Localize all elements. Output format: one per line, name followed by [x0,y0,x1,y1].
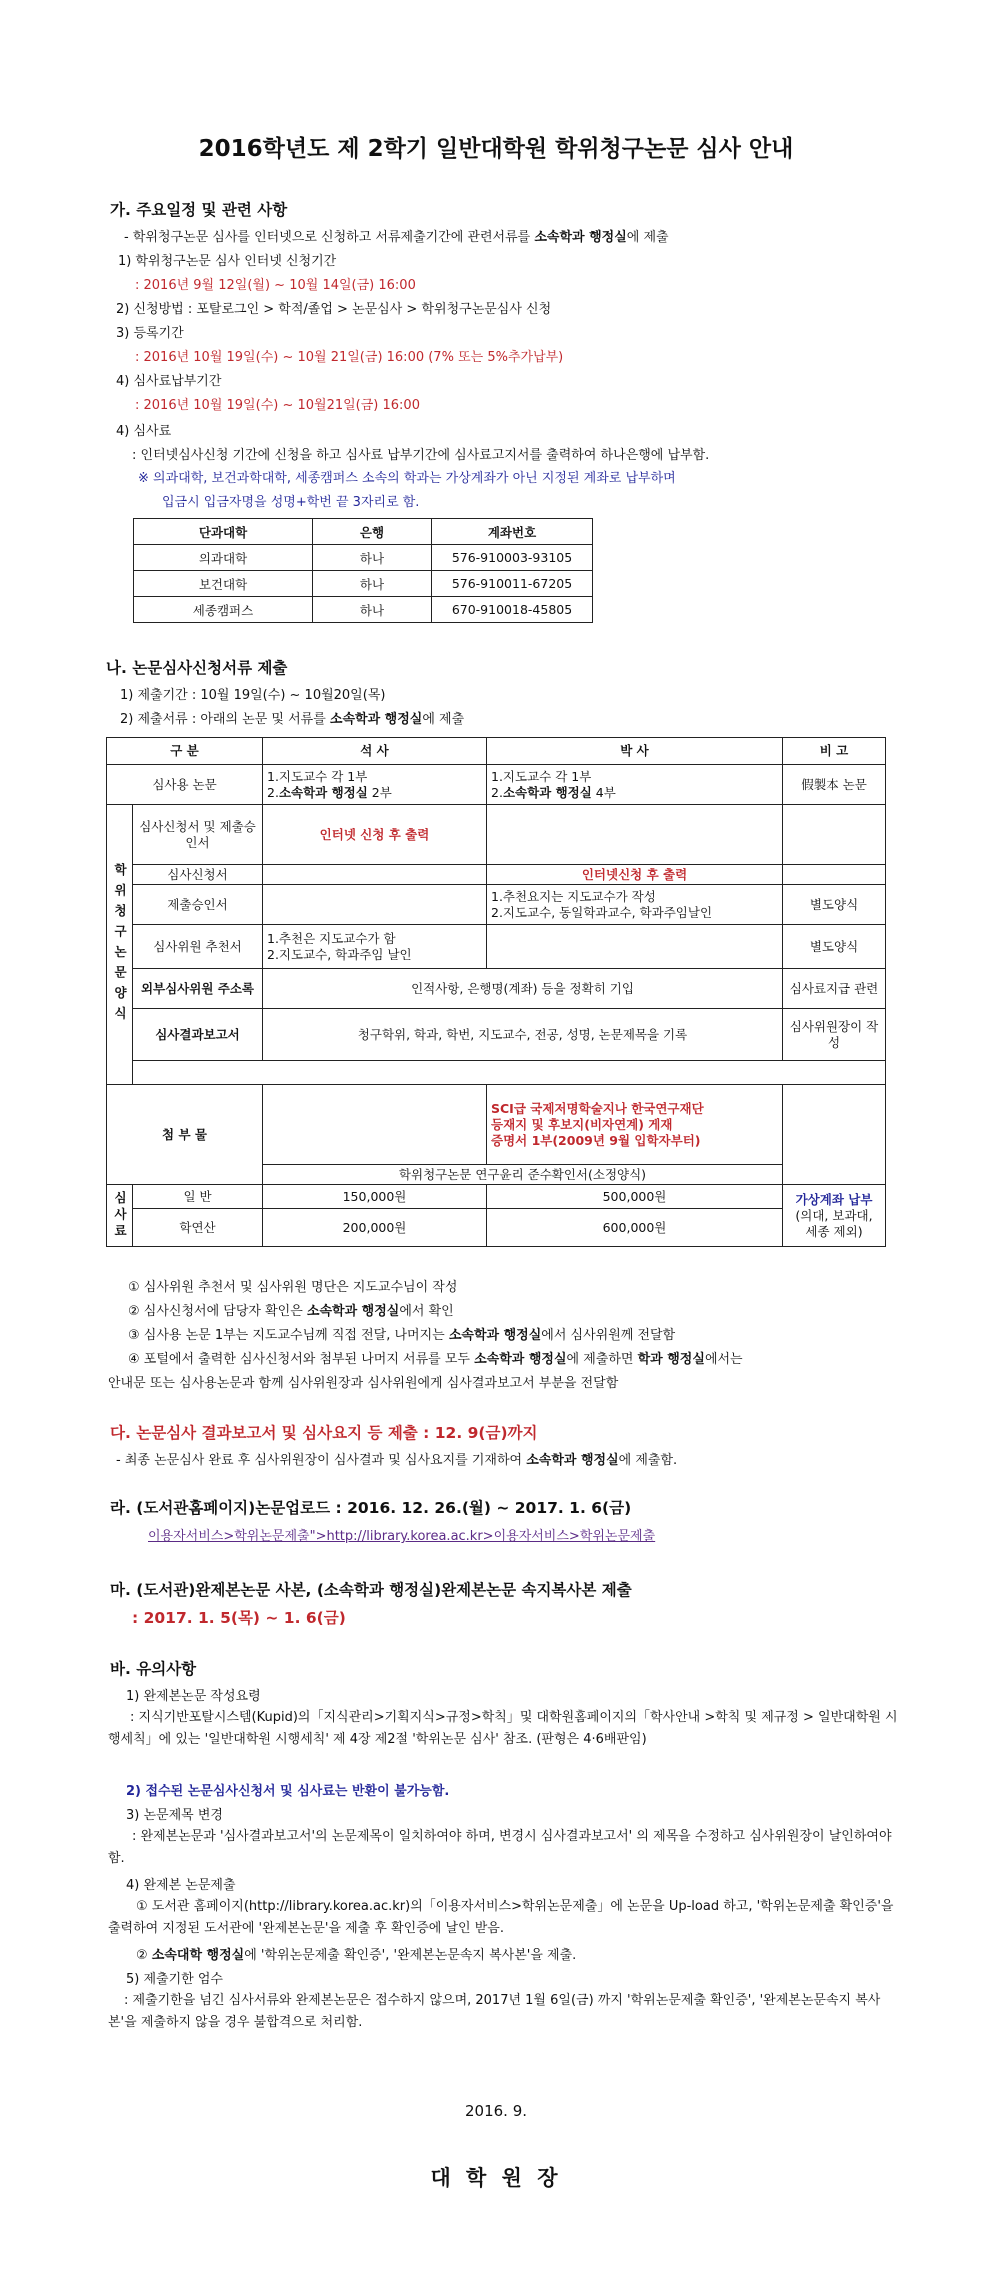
row-label: 심사신청서 [133,865,263,885]
table-row [107,1061,886,1085]
table-row [107,1185,886,1209]
row-label: 심사신청서 및 제출승인서 [133,805,263,865]
section-na-heading: 나. 논문심사신청서류 제출 [106,659,288,677]
table-row [107,1009,886,1061]
section-ra-heading: 라. (도서관홈페이지)논문업로드 : 2016. 12. 26.(월) ~ 2017. 1. 6(금) [110,1499,632,1517]
remarks-cell: 별도양식 [783,925,886,969]
ba-item-3-detail: : 완제본논문과 '심사결과보고서'의 논문제목이 일치하여야 하며, 변경시 심사결과보고서' 의 제목을 수정하고 심사위원장이 날인하여야 함. [108,1829,892,1866]
masters-fee: 200,000원 [263,1209,487,1247]
remarks-cell: 별도양식 [783,885,886,925]
ga-item-3: 3) 등록기간 [116,326,184,341]
table-row [107,1085,886,1165]
ga-item-5-detail: : 인터넷심사신청 기간에 신청을 하고 심사료 납부기간에 심사료고지서를 출력하여 하나은행에 납부함. [132,448,710,463]
doctoral-fee: 500,000원 [487,1185,783,1209]
ga-item-3-date: : 2016년 10월 19일(수) ~ 10월 21일(금) 16:00 (7% 또는 5%추가납부) [135,350,564,365]
na-note-2: ② 심사신청서에 담당자 확인은 소속학과 행정실에서 확인 [128,1304,454,1319]
section-ga-heading: 가. 주요일정 및 관련 사항 [110,201,288,219]
bank-header-bank: 은행 [313,519,432,545]
table-row [107,925,886,969]
table-row [134,571,593,597]
section-ba-heading: 바. 유의사항 [110,1660,197,1678]
shared-cell: 학위청구논문 연구윤리 준수확인서(소정양식) [263,1165,783,1185]
ba-item-3: 3) 논문제목 변경 [126,1808,223,1823]
na-note-4-cont: 안내문 또는 심사용논문과 함께 심사위원장과 심사위원에게 심사결과보고서 부분을 전달함 [108,1376,619,1391]
masters-cell: 1.지도교수 각 1부 2.소속학과 행정실 2부 [263,765,487,805]
section-ga-intro: - 학위청구논문 심사를 인터넷으로 신청하고 서류제출기간에 관련서류를 소속학과 행정실에 제출 [124,230,669,245]
shared-cell: 인적사항, 은행명(계좌) 등을 정확히 기입 [263,969,783,1009]
ga-item-4: 4) 심사료납부기간 [116,374,222,389]
header-masters: 석 사 [263,738,487,765]
ba-item-1: 1) 완제본논문 작성요령 [126,1689,261,1704]
table-row [134,597,593,623]
bank-cell: 670-910018-45805 [432,597,593,623]
section-ma-heading: 마. (도서관)완제본논문 사본, (소속학과 행정실)완제본논문 속지복사본 제출 [110,1581,632,1599]
fee-remarks: 가상계좌 납부 (의대, 보과대, 세종 제외) [783,1185,886,1247]
ba-item-1-detail: : 지식기반포탈시스템(Kupid)의「지식관리>기획지식>규정>학칙」및 대학원홈페이지의「학사안내 >학칙 및 제규정 > 일반대학원 시행세칙」에 있는 '일반대학원 시행세칙' 제 4장 제2절 '학위논문 심사' 참조. (판형은 4·6배판임) [108,1710,898,1747]
ga-item-5: 4) 심사료 [116,424,172,439]
table-row [107,1209,886,1247]
row-label: 심사용 논문 [107,765,263,805]
ga-item-1-date: : 2016년 9월 12일(월) ~ 10월 14일(금) 16:00 [135,278,416,293]
row-label: 학연산 [133,1209,263,1247]
table-row [107,765,886,805]
bank-cell: 보건대학 [134,571,313,597]
table-row [107,865,886,885]
document-date: 2016. 9. [464,2102,528,2120]
bank-header-account: 계좌번호 [432,519,593,545]
table-row [107,969,886,1009]
remarks-cell: 假製本 논문 [783,765,886,805]
ga-note-1: ※ 의과대학, 보건과학대학, 세종캠퍼스 소속의 학과는 가상계좌가 아닌 지정된 계좌로 납부하며 [138,471,676,486]
ba-item-5: 5) 제출기한 엄수 [126,1972,223,1987]
header-remarks: 비 고 [783,738,886,765]
ma-date: : 2017. 1. 5(목) ~ 1. 6(금) [132,1609,346,1627]
row-label: 외부심사위원 주소록 [133,969,263,1009]
ga-item-2: 2) 신청방법 : 포탈로그인 > 학적/졸업 > 논문심사 > 학위청구논문심사 신청 [116,302,552,317]
na-note-3: ③ 심사용 논문 1부는 지도교수님께 직접 전달, 나머지는 소속학과 행정실에서 심사위원께 전달함 [128,1328,676,1343]
table-row [134,545,593,571]
masters-cell: 인터넷 신청 후 출력 [263,805,487,865]
attachment-label: 첨 부 물 [107,1085,263,1185]
row-label: 심사위원 추천서 [133,925,263,969]
doctoral-cell [487,925,783,969]
signature: 대 학 원 장 [430,2166,562,2190]
remarks-cell [783,1085,886,1185]
ga-item-1: 1) 학위청구논문 심사 인터넷 신청기간 [118,254,337,269]
na-note-4: ④ 포털에서 출력한 심사신청서와 첨부된 나머지 서류를 모두 소속학과 행정실에 제출하면 학과 행정실에서는 [128,1352,743,1367]
doctoral-fee: 600,000원 [487,1209,783,1247]
bank-cell: 의과대학 [134,545,313,571]
bank-table-header [134,519,593,545]
bank-cell: 하나 [313,597,432,623]
library-submission-link[interactable]: 이용자서비스>학위논문제출">http://library.korea.ac.kr>이용자서비스>학위논문제출 [148,1529,656,1544]
bank-cell: 하나 [313,571,432,597]
bank-cell: 576-910003-93105 [432,545,593,571]
ga-item-4-date: : 2016년 10월 19일(수) ~ 10월21일(금) 16:00 [135,398,420,413]
masters-fee: 150,000원 [263,1185,487,1209]
doctoral-cell: SCI급 국제저명학술지나 한국연구재단 등재지 및 후보지(비자연계) 게재 증명서 1부(2009년 9월 입학자부터) [487,1085,783,1165]
remarks-cell: 심사위원장이 작성 [783,1009,886,1061]
header-category: 구 분 [107,738,263,765]
fee-side-label: 심사료 [107,1185,133,1247]
bank-header-college: 단과대학 [134,519,313,545]
remarks-cell: 심사료지급 관련 [783,969,886,1009]
na-note-1: ① 심사위원 추천서 및 심사위원 명단은 지도교수님이 작성 [128,1280,458,1295]
doctoral-cell: 인터넷신청 후 출력 [487,865,783,885]
submission-requirements-table [106,737,886,1247]
doctoral-cell: 1.지도교수 각 1부 2.소속학과 행정실 4부 [487,765,783,805]
bank-account-table [133,518,593,623]
bank-cell: 576-910011-67205 [432,571,593,597]
doctoral-cell: 1.추천요지는 지도교수가 작성 2.지도교수, 동일학과교수, 학과주임날인 [487,885,783,925]
da-line: - 최종 논문심사 완료 후 심사위원장이 심사결과 및 심사요지를 기재하여 소속학과 행정실에 제출함. [116,1453,678,1468]
ba-item-4a: ① 도서관 홈페이지(http://library.korea.ac.kr)의「이용자서비스>학위논문제출」에 논문을 Up-load 하고, '학위논문제출 확인증'을 출력하여 지정된 도서관에 '완제본논문'을 제출 후 확인증에 날인 받음. [108,1899,894,1936]
section-da-heading: 다. 논문심사 결과보고서 및 심사요지 등 제출 : 12. 9(금)까지 [110,1424,538,1442]
masters-cell [263,1085,487,1165]
page-title: 2016학년도 제 2학기 일반대학원 학위청구논문 심사 안내 [198,136,794,162]
remarks-cell [783,865,886,885]
table-row [107,805,886,865]
header-doctoral: 박 사 [487,738,783,765]
bank-cell: 하나 [313,545,432,571]
ba-item-5-detail: : 제출기한을 넘긴 심사서류와 완제본논문은 접수하지 않으며, 2017년 1월 6일(금) 까지 '학위논문제출 확인증', '완제본논문속지 복사본'을 제출하지 않을 경우 불합격으로 처리함. [108,1993,881,2030]
ba-item-4: 4) 완제본 논문제출 [126,1878,236,1893]
form-side-label: 학위청구논문양식 [107,805,133,1085]
masters-cell: 1.추천은 지도교수가 함 2.지도교수, 학과주임 날인 [263,925,487,969]
ba-item-2: 2) 접수된 논문심사신청서 및 심사료는 반환이 불가능함. [126,1784,450,1799]
row-label: 심사결과보고서 [133,1009,263,1061]
ba-item-4b: ② 소속대학 행정실에 '학위논문제출 확인증', '완제본논문속지 복사본'을 제출. [136,1948,577,1963]
remarks-cell [783,805,886,865]
shared-cell: 청구학위, 학과, 학번, 지도교수, 전공, 성명, 논문제목을 기록 [263,1009,783,1061]
row-label: 일 반 [133,1185,263,1209]
bank-cell: 세종캠퍼스 [134,597,313,623]
table-header-row [107,738,886,765]
spacer-cell [133,1061,886,1085]
masters-cell [263,865,487,885]
table-row [107,885,886,925]
row-label: 제출승인서 [133,885,263,925]
doctoral-cell [487,805,783,865]
na-item-1: 1) 제출기간 : 10월 19일(수) ~ 10월20일(목) [120,688,386,703]
masters-cell [263,885,487,925]
ga-note-2: 입금시 입금자명을 성명+학번 끝 3자리로 함. [162,495,420,510]
na-item-2: 2) 제출서류 : 아래의 논문 및 서류를 소속학과 행정실에 제출 [120,712,465,727]
